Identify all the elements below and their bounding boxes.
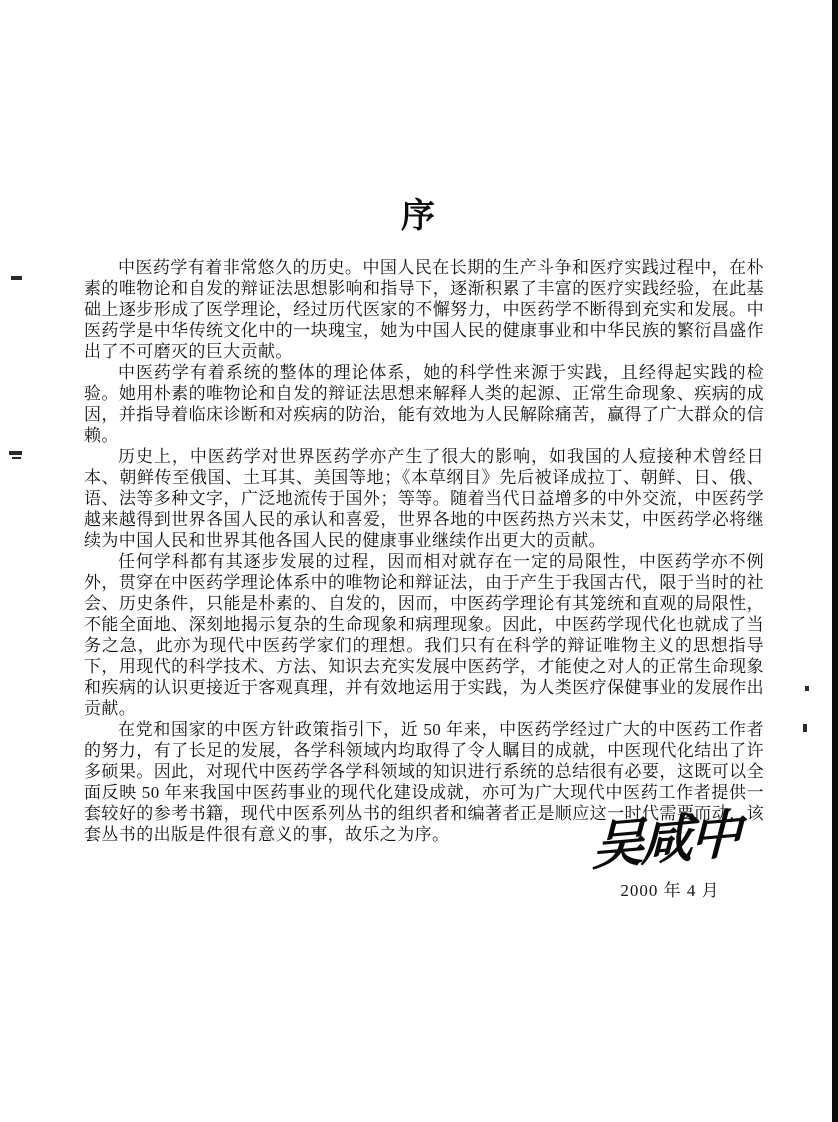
scan-speck: [11, 276, 22, 280]
signature-date: 2000 年 4 月: [620, 881, 720, 900]
preface-paragraph-5: 在党和国家的中医方针政策指引下，近 50 年来，中医药学经过广大的中医药工作者的努力，有了长足的发展，各学科领域内均取得了令人瞩目的成就，中医现代化结出了许多硕果。因此，对现代中医药学各学科领域的知识进行系统的总结很有必要，这既可以全面反映 50 年来我国中医药事业的现代化建设成就，亦可为广大现代中医药工作者提供一套较好的参考书籍，现代中医系列丛书的组织者和编著者正是顺应这一时代需要而动，该套丛书的出版是件很有意义的事，故乐之为序。: [84, 720, 764, 844]
page-title: 序: [401, 197, 437, 235]
scan-speck: [803, 724, 807, 732]
preface-paragraph-1: 中医药学有着非常悠久的历史。中国人民在长期的生产斗争和医疗实践过程中，在朴素的唯物论和自发的辩证法思想影响和指导下，逐渐积累了丰富的医疗实践经验，在此基础上逐步形成了医学理论，经过历代医家的不懈努力，中医药学不断得到充实和发展。中医药学是中华传统文化中的一块瑰宝，她为中国人民的健康事业和中华民族的繁衍昌盛作出了不可磨灭的巨大贡献。: [84, 258, 764, 361]
preface-paragraph-2: 中医药学有着系统的整体的理论体系，她的科学性来源于实践，且经得起实践的检验。她用朴素的唯物论和自发的辩证法思想来解释人类的起源、正常生命现象、疾病的成因，并指导着临床诊断和对疾病的防治，能有效地为人民解除痛苦，赢得了广大群众的信赖。: [84, 363, 764, 445]
scan-edge-bar: [832, 0, 838, 1122]
preface-paragraph-3: 历史上，中医药学对世界医药学亦产生了很大的影响，如我国的人痘接种术曾经日本、朝鲜传至俄国、土耳其、美国等地；《本草纲目》先后被译成拉丁、朝鲜、日、俄、语、法等多种文字，广泛地流传于国外；等等。随着当代日益增多的中外交流，中医药学越来越得到世界各国人民的承认和喜爱，世界各地的中医药热方兴未艾，中医药学必将继续为中国人民和世界其他各国人民的健康事业继续作出更大的贡献。: [84, 447, 764, 550]
scan-speck: [805, 686, 809, 691]
handwritten-signature: 吴咸中: [591, 806, 740, 877]
preface-body: [84, 257, 764, 845]
scan-speck: [12, 457, 21, 459]
preface-paragraph-4: 任何学科都有其逐步发展的过程，因而相对就存在一定的局限性，中医药学亦不例外，贯穿在中医药学理论体系中的唯物论和辩证法，由于产生于我国古代，限于当时的社会、历史条件，只能是朴素的、自发的，因而，中医药学理论有其笼统和直观的局限性，不能全面地、深刻地揭示复杂的生命现象和病理现象。因此，中医药学现代化也就成了当务之急，此亦为现代中医药学家们的理想。我们只有在科学的辩证唯物主义的思想指导下，用现代的科学技术、方法、知识去充实发展中医药学，才能使之对人的正常生命现象和疾病的认识更接近于客观真理，并有效地运用于实践，为人类医疗保健事业的发展作出贡献。: [84, 552, 764, 718]
scan-speck: [9, 451, 22, 455]
